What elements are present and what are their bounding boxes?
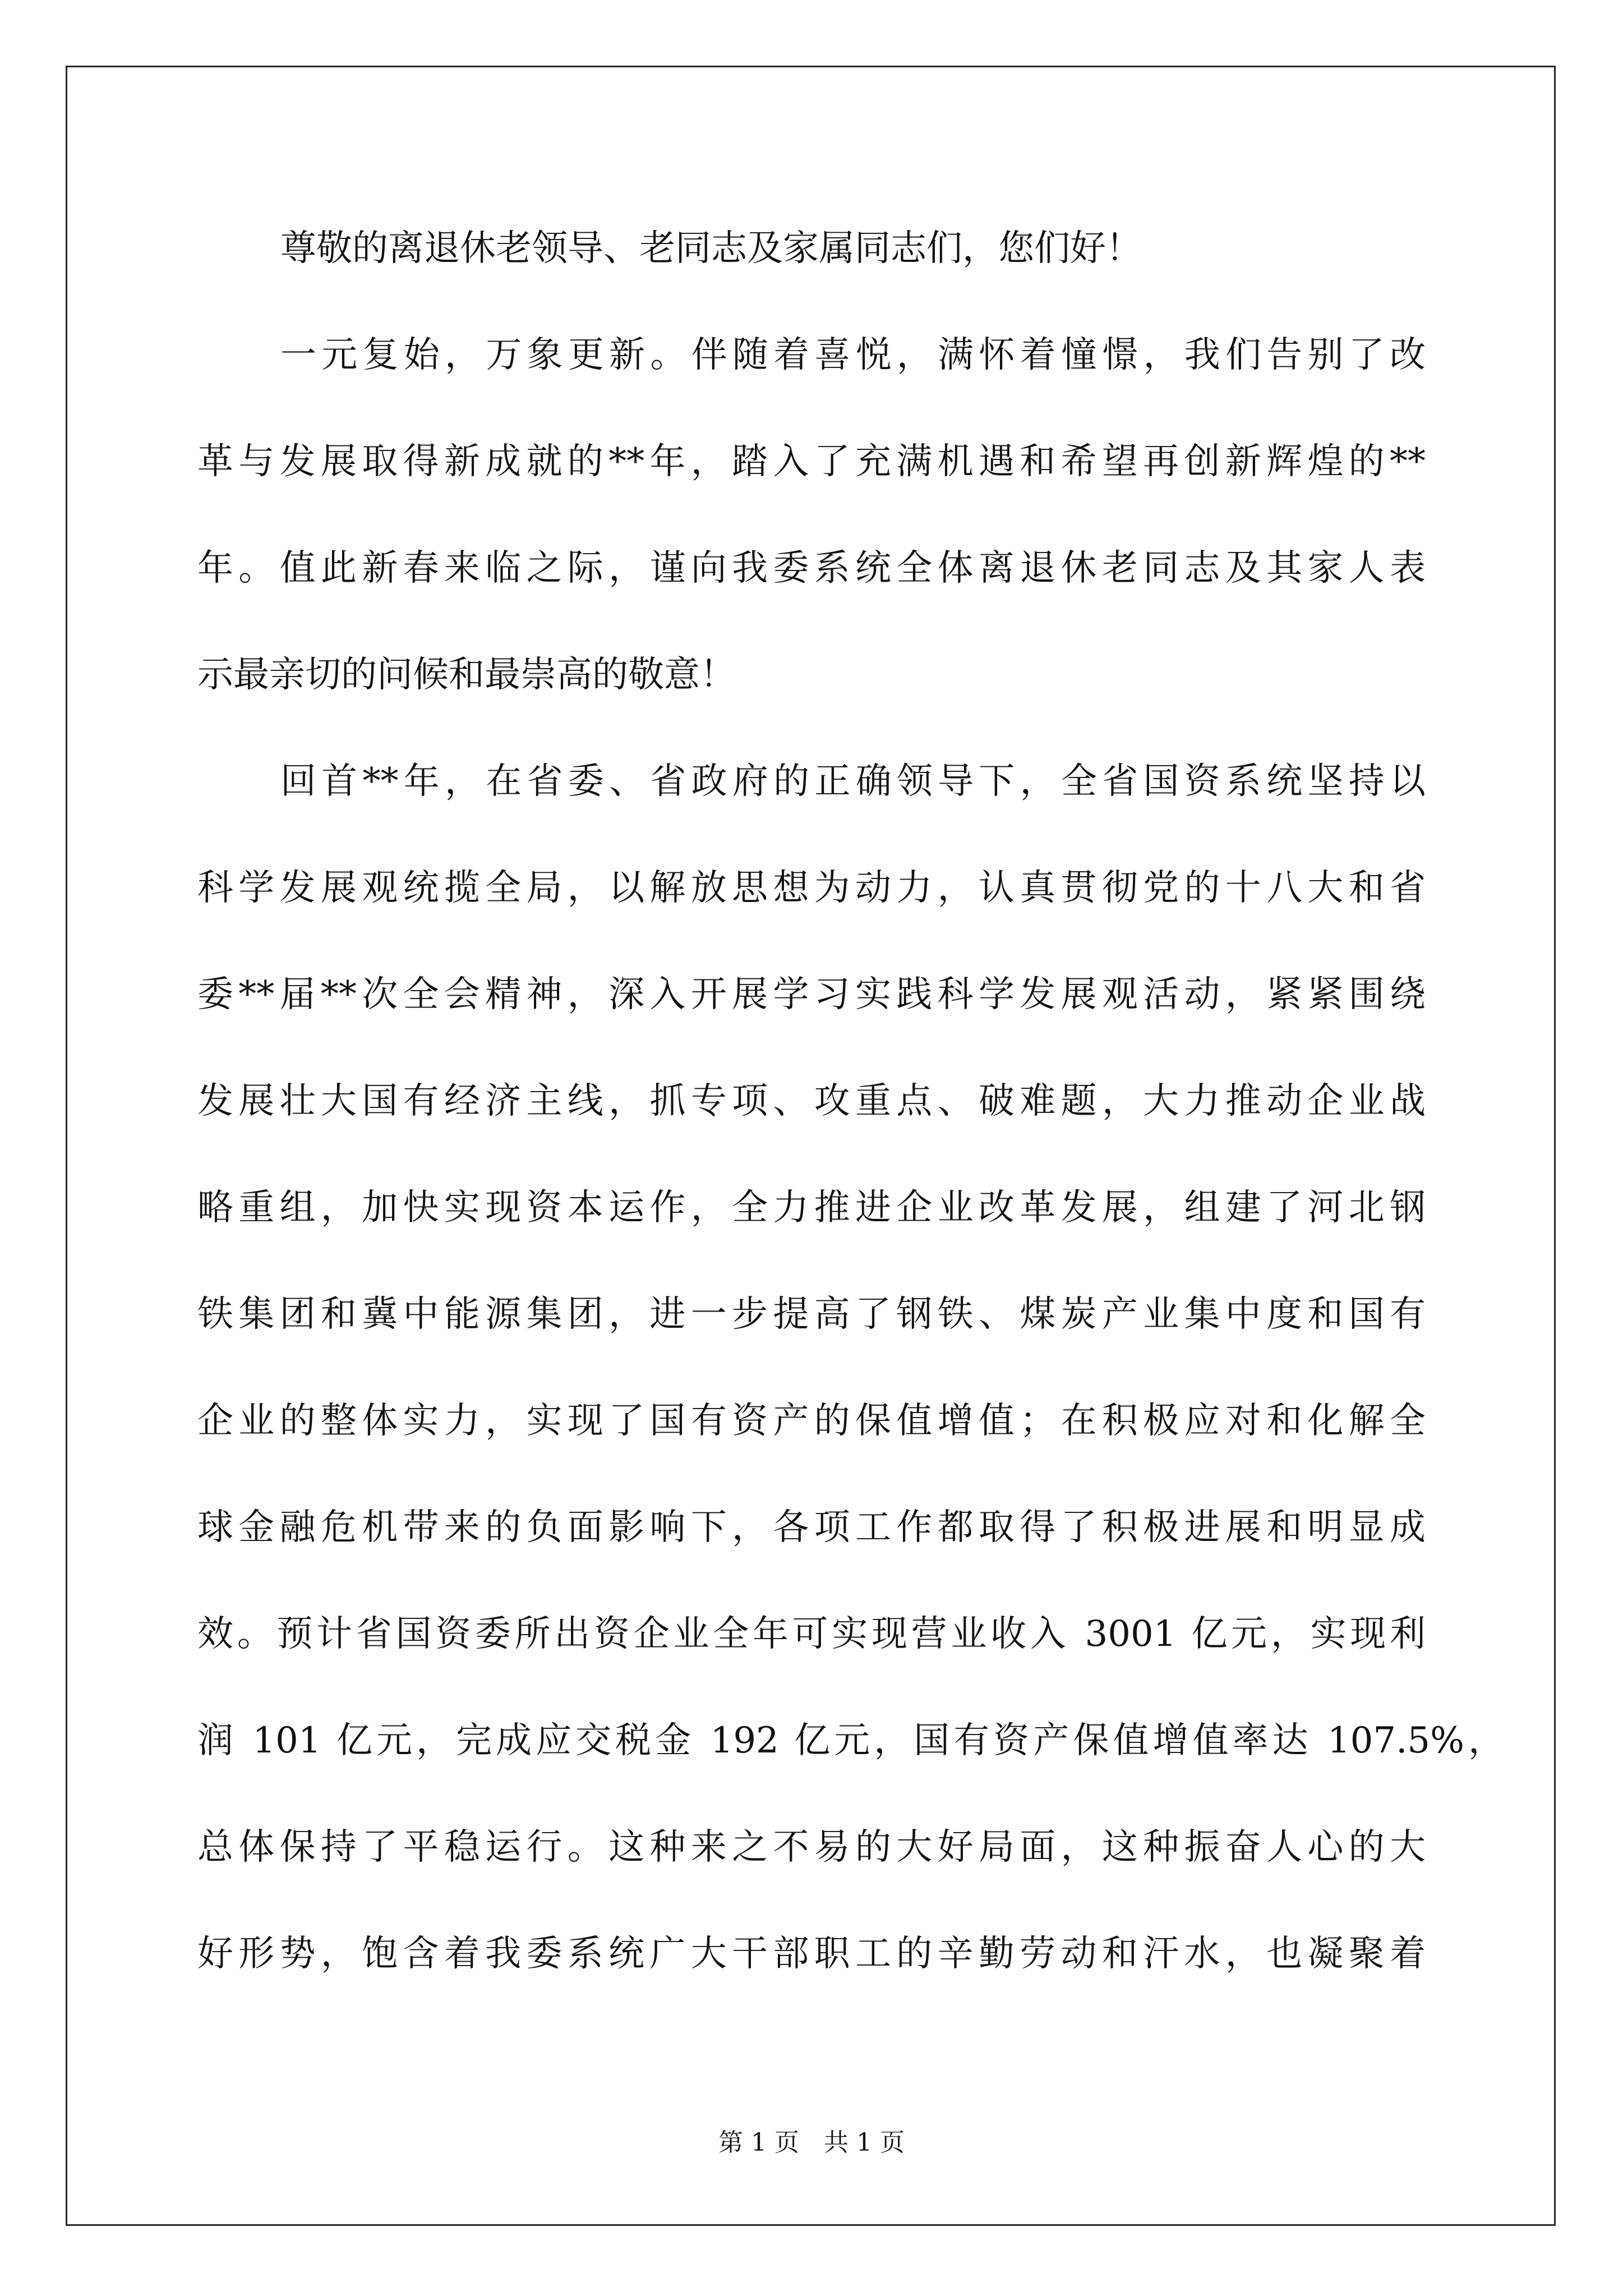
paragraph-review <box>197 728 1504 2007</box>
text-line: 革与发展取得新成就的**年，踏入了充满机遇和希望再创新辉煌的** <box>197 441 1426 482</box>
text-line: 铁集团和冀中能源集团，进一步提高了钢铁、煤炭产业集中度和国有 <box>197 1294 1426 1335</box>
text-line: 略重组，加快实现资本运作，全力推进企业改革发展，组建了河北钢 <box>197 1187 1426 1228</box>
document-body <box>197 195 1504 2007</box>
paragraph-greeting <box>197 195 1426 302</box>
page-number-footer: 第 1 页 共 1 页 <box>718 2128 905 2157</box>
text-line: 尊敬的离退休老领导、老同志及家属同志们，您们好！ <box>280 228 1142 269</box>
text-line: 科学发展观统揽全局，以解放思想为动力，认真贯彻党的十八大和省 <box>197 867 1426 909</box>
text-line: 发展壮大国有经济主线，抓专项、攻重点、破难题，大力推动企业战 <box>197 1080 1426 1122</box>
text-line: 回首**年，在省委、省政府的正确领导下，全省国资系统坚持以 <box>280 761 1426 802</box>
text-line: 示最亲切的问候和最崇高的敬意！ <box>197 654 736 696</box>
text-line: 润 101 亿元，完成应交税金 192 亿元，国有资产保值增值率达 107.5%， <box>197 1720 1504 1761</box>
text-line: 企业的整体实力，实现了国有资产的保值增值；在积极应对和化解全 <box>197 1400 1426 1442</box>
text-line: 委**届**次全会精神，深入开展学习实践科学发展观活动，紧紧围绕 <box>197 974 1426 1015</box>
paragraph-new-year <box>197 302 1426 728</box>
text-line: 球金融危机带来的负面影响下，各项工作都取得了积极进展和明显成 <box>197 1507 1426 1548</box>
text-line: 年。值此新春来临之际，谨向我委系统全体离退休老同志及其家人表 <box>197 547 1426 589</box>
text-line: 一元复始，万象更新。伴随着喜悦，满怀着憧憬，我们告别了改 <box>280 334 1426 376</box>
text-line: 总体保持了平稳运行。这种来之不易的大好局面，这种振奋人心的大 <box>197 1826 1426 1868</box>
text-line: 效。预计省国资委所出资企业全年可实现营业收入 3001 亿元，实现利 <box>197 1613 1426 1655</box>
text-line: 好形势，饱含着我委系统广大干部职工的辛勤劳动和汗水，也凝聚着 <box>197 1933 1426 1975</box>
